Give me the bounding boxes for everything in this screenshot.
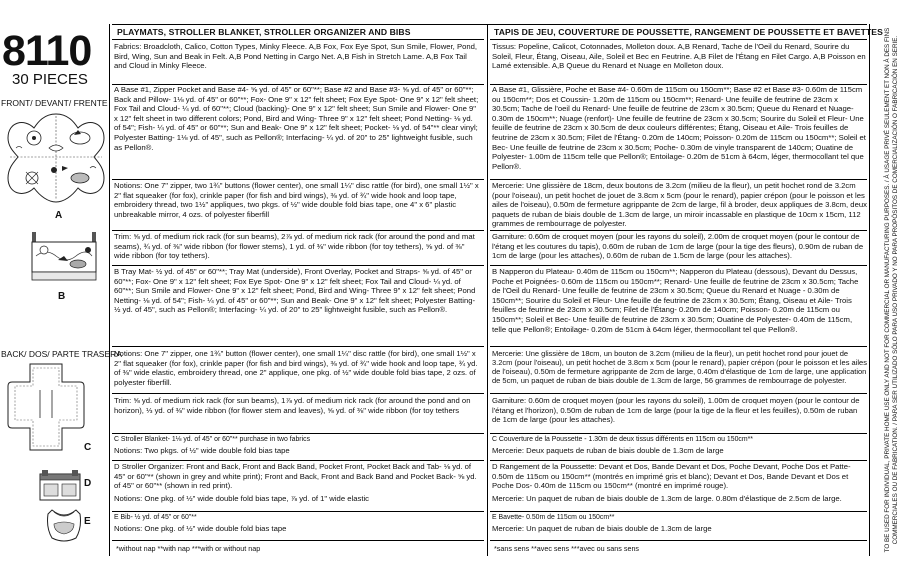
french-fabrics: Tissus: Popeline, Calicot, Cotonnades, Molleton doux. A,B Renard, Tache de l'Oeil du Renard, Sourire du Soleil, Fleur, Étang, Oiseau, Aile, Soleil et Bec en Feutrine. A,B Filet de l'Étang en Filet Cargo. A,B Poisson en Lamé extensible. A,B Queue du Renard et Nuage en Molleton doux. [492, 42, 866, 71]
center-divider [487, 24, 488, 556]
english-d-notions: Notions: One pkg. of ½" wide double fold bias tape, ⅞ yd. of 1" wide elastic [114, 494, 370, 503]
front-label: FRONT/ DEVANT/ FRENTE [1, 98, 108, 108]
english-d-yardage: D Stroller Organizer: Front and Back, Front and Back Band, Pocket Front, Pocket Back and Tab- ⅛ yd. of 45" or 60"** (shown in grey and white print); Front and Back, Front and Back Band and Pocket Back- ⅝ yd. of 45" or 60"** (shown in red print). [114, 462, 477, 491]
english-c-notions: Notions: Two pkgs. of ½" wide double fold bias tape [114, 446, 290, 455]
english-b-yardage: B Tray Mat- ½ yd. of 45" or 60"**; Tray Mat (underside), Front Overlay, Pocket and Straps- ⅝ yd. of 45" or 60"**; Fox- One 9" x 12" felt sheet; Fox Eye Spot- One 9" x 12" felt sheet; Fox Tail and Cloud- ¼ yd. of 60"**; Sun Smile and Flower- One 9" x 12" felt sheet; Pond, Bird and Wing- Three 9" x 12" felt sheet; Pond Netting- ⅛ yd. of 54"; Fish- ¼ yd. of 45" or 60"**; Sun and Beak- One 9" x 12" felt sheet; Polyester Batting- ½ yd. of 45", such as Pellon®; Interfacing- ¼ yd. of 20" to 25" lightweight fusible, such as Pellon®. [114, 267, 476, 315]
french-a-trim: Garniture: 0.60m de croquet moyen (pour les rayons du soleil), 2.00m de croquet moyen (pour le contour de l'étang et les coutures du tapis), 0.60m de ruban de 1cm de large (pour la tige des fleurs), 0.90m de ruban de 1cm de large (pour les attaches), 0.60m de ruban de 1.5cm de large (pour les attaches). [492, 232, 864, 261]
french-footnote: *sans sens **avec sens ***avec ou sans sens [494, 544, 640, 553]
left-divider [109, 24, 110, 556]
english-heading: PLAYMATS, STROLLER BLANKET, STROLLER ORGANIZER AND BIBS [117, 27, 411, 37]
en-rule-8 [112, 460, 484, 461]
english-fabrics: Fabrics: Broadcloth, Calico, Cotton Types, Minky Fleece. A,B Fox, Fox Eye Spot, Sun Smile, Flower, Pond, Bird, Wing, Sun and Beak in Felt. A,B Pond Netting in Cargo Net. A,B Fish in Stretch Lame. A,B Fox Tail and Cloud in Minky Fleece. [114, 42, 478, 71]
fr-rule-2 [490, 179, 867, 180]
fr-rule-6 [490, 393, 867, 394]
tray-mat-illustration [28, 230, 100, 288]
en-rule-5 [112, 346, 484, 347]
french-a-notions: Mercerie: Une glissière de 18cm, deux boutons de 3.2cm (milieu de la fleur), un petit hochet rond de 3.2cm (pour l'oiseau), un petit hochet de jouet de 3.8cm x 5cm (pour le renard), papier crépon (pour le poisson et les ailes de l'oiseau), 0.50m de fermeture agrippante de 2cm de large, fil à broder, deux appliques de 3.8cm, deux paquets de ruban de biais double de 1.3cm de large, un miroir incassable en plastique de 10cm x 15cm, 112 grammes de rembourrage de polyester. [492, 181, 867, 229]
french-d-yardage: D Rangement de la Poussette: Devant et Dos, Bande Devant et Dos, Poche Devant, Poche Dos et Patte- 0.50m de 115cm ou 150cm** (montrés en imprimé gris et blanc); Devant et Dos, Bande Devant et Dos et Poche Dos- 0.40m de 115cm ou 150cm** (montré en imprimé rouge). [492, 462, 851, 491]
english-heading-rule [112, 39, 484, 40]
french-b-trim: Garniture: 0.60m de croquet moyen (pour les rayons du soleil), 1.00m de croquet moyen (pour le contour de l'étang et l'horizon), 0.50m de ruban de 1cm de large (pour la tige de la fleur et les feuilles), 0.50m de ruban de 1cm de large (pour les attaches). [492, 396, 860, 425]
en-rule-3 [112, 230, 484, 231]
left-panel [0, 0, 122, 580]
french-d-notions: Mercerie: Un paquet de ruban de biais double de 1.3cm de large. 0.80m d'élastique de 2.5cm de large. [492, 494, 842, 503]
en-rule-4 [112, 265, 484, 266]
french-e-yardage: E Bavette- 0.50m de 115cm ou 150cm** [492, 514, 615, 521]
view-letter-a: A [55, 210, 63, 221]
english-a-yardage: A Base #1, Zipper Pocket and Base #4- ⅝ yd. of 45" or 60"**; Base #2 and Base #3- ⅝ yd. of 45" or 60"**; Back and Pillow- 1⅛ yd. of 45" or 60"**; Fox- One 9" x 12" felt sheet; Fox Eye Spot- One 9" x 12" felt sheet; Fox Tail and Cloud- ¼ yd. of 60"**; Cloud (backing)- One 9" x 12" felt sheet; Sun Smile and Flower- One 9" x 12" felt sheet in two different colors; Pond, Bird and Wing- Three 9" x 12" felt sheet; Pond Netting- ⅛ yd. of 54"; Fish- ¼ yd. of 45" or 60"**; Sun and Beak- One 9" x 12" felt sheet; Pocket- ⅛ yd. of 54"** clear vinyl; Polyester Batting- 1⅛ yd. of 45", such as Pellon®; Interfacing- ¼ yd. of 20" to 25" lightweight fusible, such as Pellon®. [114, 85, 479, 152]
en-rule-10 [112, 540, 484, 541]
english-b-trim: Trim: ⅝ yd. of medium rick rack (for sun beams), 1⅞ yd. of medium rick rack (for around the pond and on horizon), ⅓ yd. of ⅜" wide ribbon (for flower stem and leaves), ⅝ yd. of ⅜" wide ribbon (for toy tethers [114, 396, 471, 415]
english-c-yardage: C Stroller Blanket- 1⅛ yd. of 45" or 60"** purchase in two fabrics [114, 436, 311, 443]
fr-rule-1 [490, 84, 867, 85]
fr-rule-9 [490, 511, 867, 512]
stroller-organizer-illustration [38, 470, 82, 504]
stroller-blanket-illustration [6, 362, 86, 454]
fr-rule-3 [490, 230, 867, 231]
french-c-yardage: C Couverture de la Poussette - 1.30m de deux tissus différents en 115cm ou 150cm** [492, 436, 753, 443]
bib-illustration [44, 506, 84, 544]
right-divider [869, 24, 870, 556]
fr-rule-8 [490, 460, 867, 461]
french-e-notions: Mercerie: Un paquet de ruban de biais double de 1.3cm de large [492, 524, 712, 533]
english-b-notions: Notions: One 7" zipper, one 1¾" button (flower center), one small 1¼" disc rattle (for bird), one small 1½" x 2" flat squeaker (for fox), crinkle paper (for fish and bird wings), ⅜ yd. of ¾" wide hook and loop tape, ¾ yd. of ⅜" wide elastic, embroidery thread, one 2" applique, one pkg. of ½" wide double fold bias tape, 2 ozs. of polyester fiberfill. [114, 349, 478, 387]
pattern-number: 8110 [2, 27, 92, 75]
view-letter-d: D [84, 478, 92, 489]
french-c-notions: Mercerie: Deux paquets de ruban de biais double de 1.3cm de large [492, 446, 724, 455]
french-heading-rule [490, 39, 867, 40]
back-label: BACK/ DOS/ PARTE TRASERA [1, 349, 122, 359]
view-letter-e: E [84, 516, 91, 527]
fr-rule-10 [490, 540, 867, 541]
en-rule-6 [112, 393, 484, 394]
english-a-trim: Trim: ⅝ yd. of medium rick rack (for sun beams), 2⅞ yd. of medium rick rack (for around the pond and mat seams), ¾ yd. of ⅜" wide ribbon (for flower stems), 1 yd. of ⅜" wide ribbon (for toy tethers), ⅝ yd. of ⅜" wide ribbon (for toy tethers). [114, 232, 475, 261]
english-footnote: *without nap **with nap ***with or without nap [116, 544, 261, 553]
english-e-notions: Notions: One pkg. of ½" wide double fold bias tape [114, 524, 287, 533]
view-letter-b: B [58, 291, 66, 302]
view-letter-c: C [84, 442, 92, 453]
french-heading: TAPIS DE JEU, COUVERTURE DE POUSSETTE, RANGEMENT DE POUSSETTE ET BAVETTES [494, 27, 883, 37]
en-rule-9 [112, 511, 484, 512]
playmat-illustration [4, 108, 108, 206]
side-legal-text: TO BE USED FOR INDIVIDUAL, PRIVATE HOME USE ONLY AND NOT FOR COMMERCIAL OR MANUFACTURING PURPOSES. / À USAGE PRIVÉ SEULEMENT ET NON À DES FINS COMMERCIALES OU DE FABRICATION. / PARA SER UTILIZADO SÓLO PARA USO PRIVADO Y NO PARA PROPÓSITOS DE COMERCIALIZACIÓN O FABRICACIÓN EN SERIE. [883, 27, 899, 553]
en-rule-2 [112, 179, 484, 180]
english-e-yardage: E Bib- ½ yd. of 45" or 60"** [114, 514, 197, 521]
top-rule [112, 24, 867, 25]
pieces-count: 30 PIECES [12, 71, 88, 88]
en-rule-1 [112, 84, 484, 85]
english-a-notions: Notions: One 7" zipper, two 1¾" buttons (flower center), one small 1¼" disc rattle (for bird), one small 1½" x 2" flat squeaker (for fox), crinkle paper (for fish and bird wings), ⅜ yd. of ¾" wide hook and loop tape, embroidery thread, two 1½" appliques, two pkgs. of ½" wide double fold bias tape, one 4" x 6" plastic unbreakable mirror, 4 ozs. of polyester fiberfill [114, 181, 479, 219]
french-b-notions: Mercerie: Une glissière de 18cm, un bouton de 3.2cm (milieu de la fleur), un petit hochet rond pour jouet de 3.2cm (pour l'oiseau), un petit hochet de 3.8cm x 5cm (pour le renard), papier crépon (pour le poisson et les ailes de l'oiseau), 0.50m de fermeture agrippante de 2cm de large, 0.40m d'élastique de 1cm de large, une application de 5cm, un paquet de ruban de biais double de 1.3cm de large, 56 grammes de rembourrage de polyester. [492, 349, 867, 386]
fr-rule-7 [490, 433, 867, 434]
fr-rule-5 [490, 346, 867, 347]
french-b-yardage: B Napperon du Plateau- 0.40m de 115cm ou 150cm**; Napperon du Plateau (dessous), Devant du Dessus, Poche et Poignées- 0.60m de 115cm ou 150cm**; Renard- Une feuille de feutrine de 23cm x 30.5cm; Tache de l'Oeil du Renard- Une feuille de feutrine de 23cm x 30.5cm; Queue du Renard et Nuage - 0.30m de 150cm**; Sourire du Soleil et Fleur- Une feuille de feutrine de 23cm x 30.5cm; Étang, Oiseau et Aile- Trois feuilles de feutrine de 23cm x 30.5cm; Filet de l'Étang- 0.20m de 140cm; Poisson- 0.20m de 115cm ou 150cm**; Soleil et Bec- Une feuille de feutrine de 23cm x 30.5cm; Ouatine de Polyester- 0.40m de 115cm, telle que Pellon®; Entoilage- 0.20m de 51cm à 64cm léger, thermocollant tel que Pellon®. [492, 267, 859, 334]
french-a-yardage: A Base #1, Glissière, Poche et Base #4- 0.60m de 115cm ou 150cm**; Base #2 et Base #3- 0.60m de 115cm ou 150cm**; Dos et Coussin- 1.20m de 115cm ou 150cm**; Renard- Une feuille de feutrine de 23cm x 30.5cm; Tache de l'oeil du Renard- Une feuille de feutrine de 23cm x 30.5cm; Queue du Renard et Nuage- 0.30m de 150cm**; Nuage (renfort)- Une feuille de feutrine de 23cm x 30.5cm; Sourire du Soleil et Fleur- Une feuille de feutrine de 23cm x 30.5cm de deux couleurs différentes; Étang, Oiseau et Aile- Trois feuilles de feutrine de 23cm x 30.5cm; Filet de l'Étang- 0.20m de 140cm; Poisson- 0.20m de 115cm ou 150cm**; Soleil et Bec- Une feuille de feutrine de 23cm x 30.5cm; Poche- 0.30m de vinyle transparent de 140cm; Ouatine de Polyester- 1.00m de 115cm telle que Pellon®; Entoilage- 0.20m de 51cm à 64cm, léger, thermocollant tel que Pellon®. [492, 85, 866, 171]
fr-rule-4 [490, 265, 867, 266]
side-legal-text-panel [872, 0, 912, 580]
en-rule-7 [112, 433, 484, 434]
